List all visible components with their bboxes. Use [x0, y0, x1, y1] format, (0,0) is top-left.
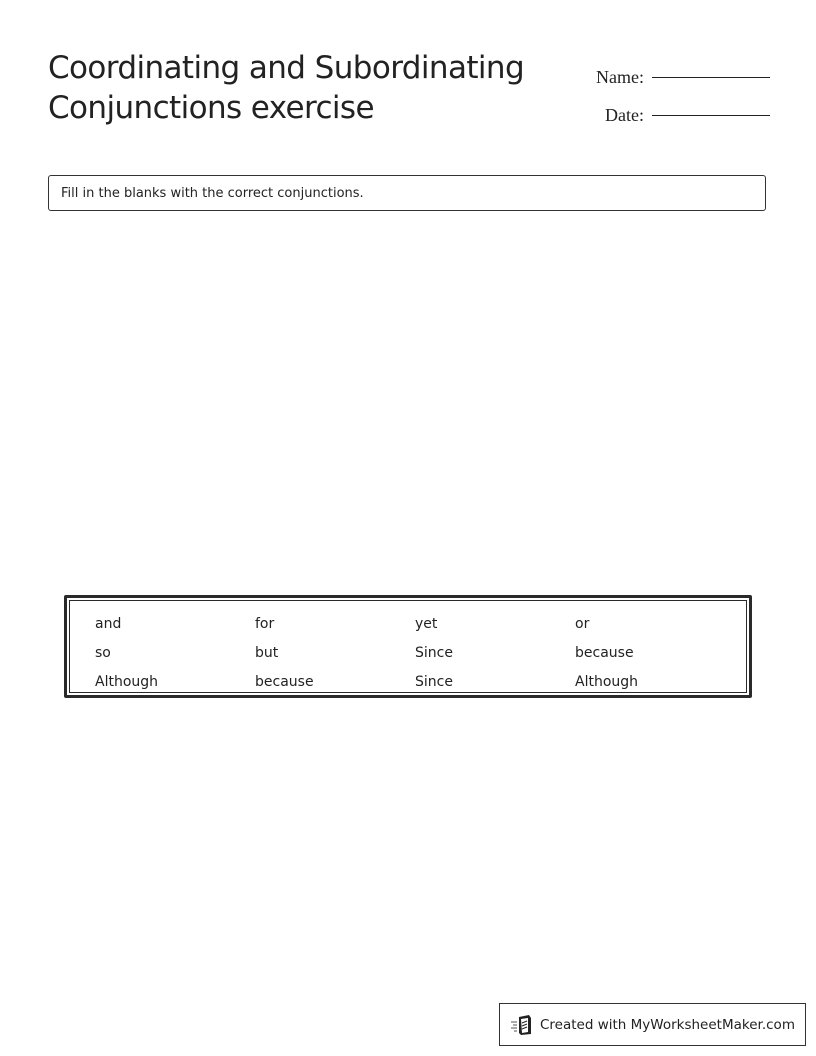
date-blank-line[interactable]	[652, 95, 770, 116]
word-bank-inner	[69, 600, 747, 693]
word-bank	[64, 595, 752, 698]
word-bank-word: Although	[95, 673, 159, 690]
word-bank-word: because	[575, 644, 634, 661]
name-date-fields	[560, 50, 770, 126]
word-bank-word: because	[255, 673, 314, 690]
word-bank-word: yet	[415, 615, 438, 632]
created-with-badge[interactable]	[499, 1003, 806, 1046]
name-blank-line[interactable]	[652, 57, 770, 78]
word-bank-word: and	[95, 615, 122, 632]
created-with-text: Created with MyWorksheetMaker.com	[540, 1016, 795, 1033]
word-bank-word: or	[575, 615, 590, 632]
word-bank-row	[95, 638, 746, 667]
worksheet-title: Coordinating and Subordinating Conjunctions exercise	[48, 50, 525, 126]
word-bank-word: Although	[575, 673, 639, 690]
word-bank-word: but	[255, 644, 279, 661]
word-bank-word: Since	[415, 644, 453, 661]
word-bank-row	[95, 667, 746, 696]
word-bank-word: so	[95, 644, 111, 661]
word-bank-row	[95, 609, 746, 638]
name-label: Name:	[596, 67, 644, 87]
worksheet-maker-logo-icon	[510, 1014, 534, 1036]
date-label: Date:	[605, 105, 644, 125]
instructions-box	[48, 175, 766, 211]
word-bank-word: for	[255, 615, 275, 632]
date-field	[560, 88, 770, 126]
instructions-text: Fill in the blanks with the correct conjunctions.	[61, 185, 364, 201]
word-bank-word: Since	[415, 673, 453, 690]
name-field	[560, 50, 770, 88]
